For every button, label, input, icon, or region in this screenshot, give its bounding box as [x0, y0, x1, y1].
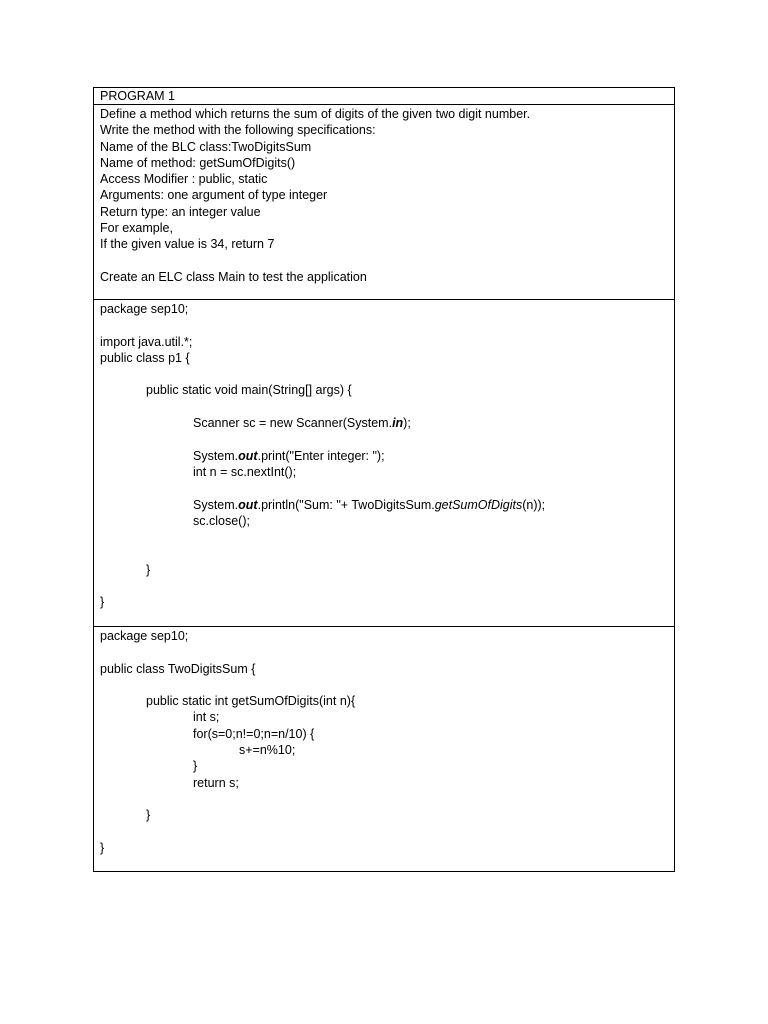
code-line-class-decl: public class TwoDigitsSum {	[100, 661, 256, 676]
code-line-class-close: }	[100, 840, 105, 855]
description-line: Access Modifier : public, static	[100, 172, 268, 187]
code-line-class-close: }	[100, 595, 105, 610]
blc-code-row	[94, 627, 675, 872]
code-text: .println("Sum: "+ TwoDigitsSum.	[257, 497, 435, 512]
description-line: Return type: an integer value	[100, 204, 261, 219]
code-blank-line	[100, 366, 668, 382]
code-line-println	[100, 497, 668, 513]
code-text: System.	[193, 448, 239, 463]
main-code-row	[94, 300, 675, 627]
code-line-scanner	[100, 415, 668, 431]
code-text: .print("Enter integer: ");	[257, 448, 385, 463]
code-static-field: in	[392, 416, 404, 431]
description-line: If the given value is 34, return 7	[100, 237, 275, 252]
description-line: Arguments: one argument of type integer	[100, 188, 328, 203]
description-line: Create an ELC class Main to test the application	[100, 269, 367, 284]
description-line: Name of the BLC class:TwoDigitsSum	[100, 139, 312, 154]
code-blank-line	[100, 824, 668, 840]
code-text: (n));	[522, 497, 546, 512]
code-text: );	[403, 416, 411, 431]
description-lines	[100, 105, 668, 285]
description-blank-line	[100, 253, 668, 269]
main-code-lines	[100, 300, 668, 611]
description-line: Name of method: getSumOfDigits()	[100, 155, 296, 170]
code-line-package: package sep10;	[100, 302, 189, 316]
blc-code-cell	[94, 627, 675, 872]
program-title: PROGRAM 1	[94, 88, 675, 105]
description-row	[94, 105, 675, 300]
description-line: Write the method with the following specifications:	[100, 123, 376, 138]
code-line-method-close: }	[146, 808, 151, 823]
code-blank-line	[100, 480, 668, 496]
code-line-close: sc.close();	[193, 513, 250, 528]
code-line-class-decl: public class p1 {	[100, 350, 190, 365]
main-code-cell	[94, 300, 675, 627]
code-line-read: int n = sc.nextInt();	[193, 464, 297, 479]
blc-code-lines	[100, 627, 668, 856]
code-static-field: out	[238, 497, 258, 512]
code-line-method-decl: public static int getSumOfDigits(int n){	[146, 694, 356, 709]
code-line-main-decl: public static void main(String[] args) {	[146, 383, 352, 398]
code-blank-line	[100, 545, 668, 561]
code-line-import: import java.util.*;	[100, 334, 193, 349]
description-line: For example,	[100, 221, 173, 236]
code-line-print	[100, 448, 668, 464]
code-line-package: package sep10;	[100, 629, 189, 643]
code-blank-line	[100, 431, 668, 447]
code-line-for-close: }	[193, 759, 198, 774]
code-line-var-decl: int s;	[193, 710, 220, 725]
title-row	[94, 88, 675, 105]
code-blank-line	[100, 529, 668, 545]
code-line-for-body: s+=n%10;	[239, 743, 296, 758]
code-blank-line	[100, 399, 668, 415]
code-blank-line	[100, 317, 668, 333]
code-static-field: out	[238, 448, 258, 463]
code-line-method-close: }	[146, 562, 151, 577]
code-line-return: return s;	[193, 775, 239, 790]
description-line: Define a method which returns the sum of digits of the given two digit number.	[100, 107, 531, 121]
description-cell	[94, 105, 675, 300]
code-static-method: getSumOfDigits	[434, 497, 523, 512]
code-blank-line	[100, 791, 668, 807]
program-table	[93, 87, 675, 872]
code-blank-line	[100, 644, 668, 660]
code-text: Scanner sc = new Scanner(System.	[193, 416, 393, 431]
code-blank-line	[100, 677, 668, 693]
code-blank-line	[100, 578, 668, 594]
code-line-for: for(s=0;n!=0;n=n/10) {	[193, 726, 315, 741]
code-text: System.	[193, 497, 239, 512]
